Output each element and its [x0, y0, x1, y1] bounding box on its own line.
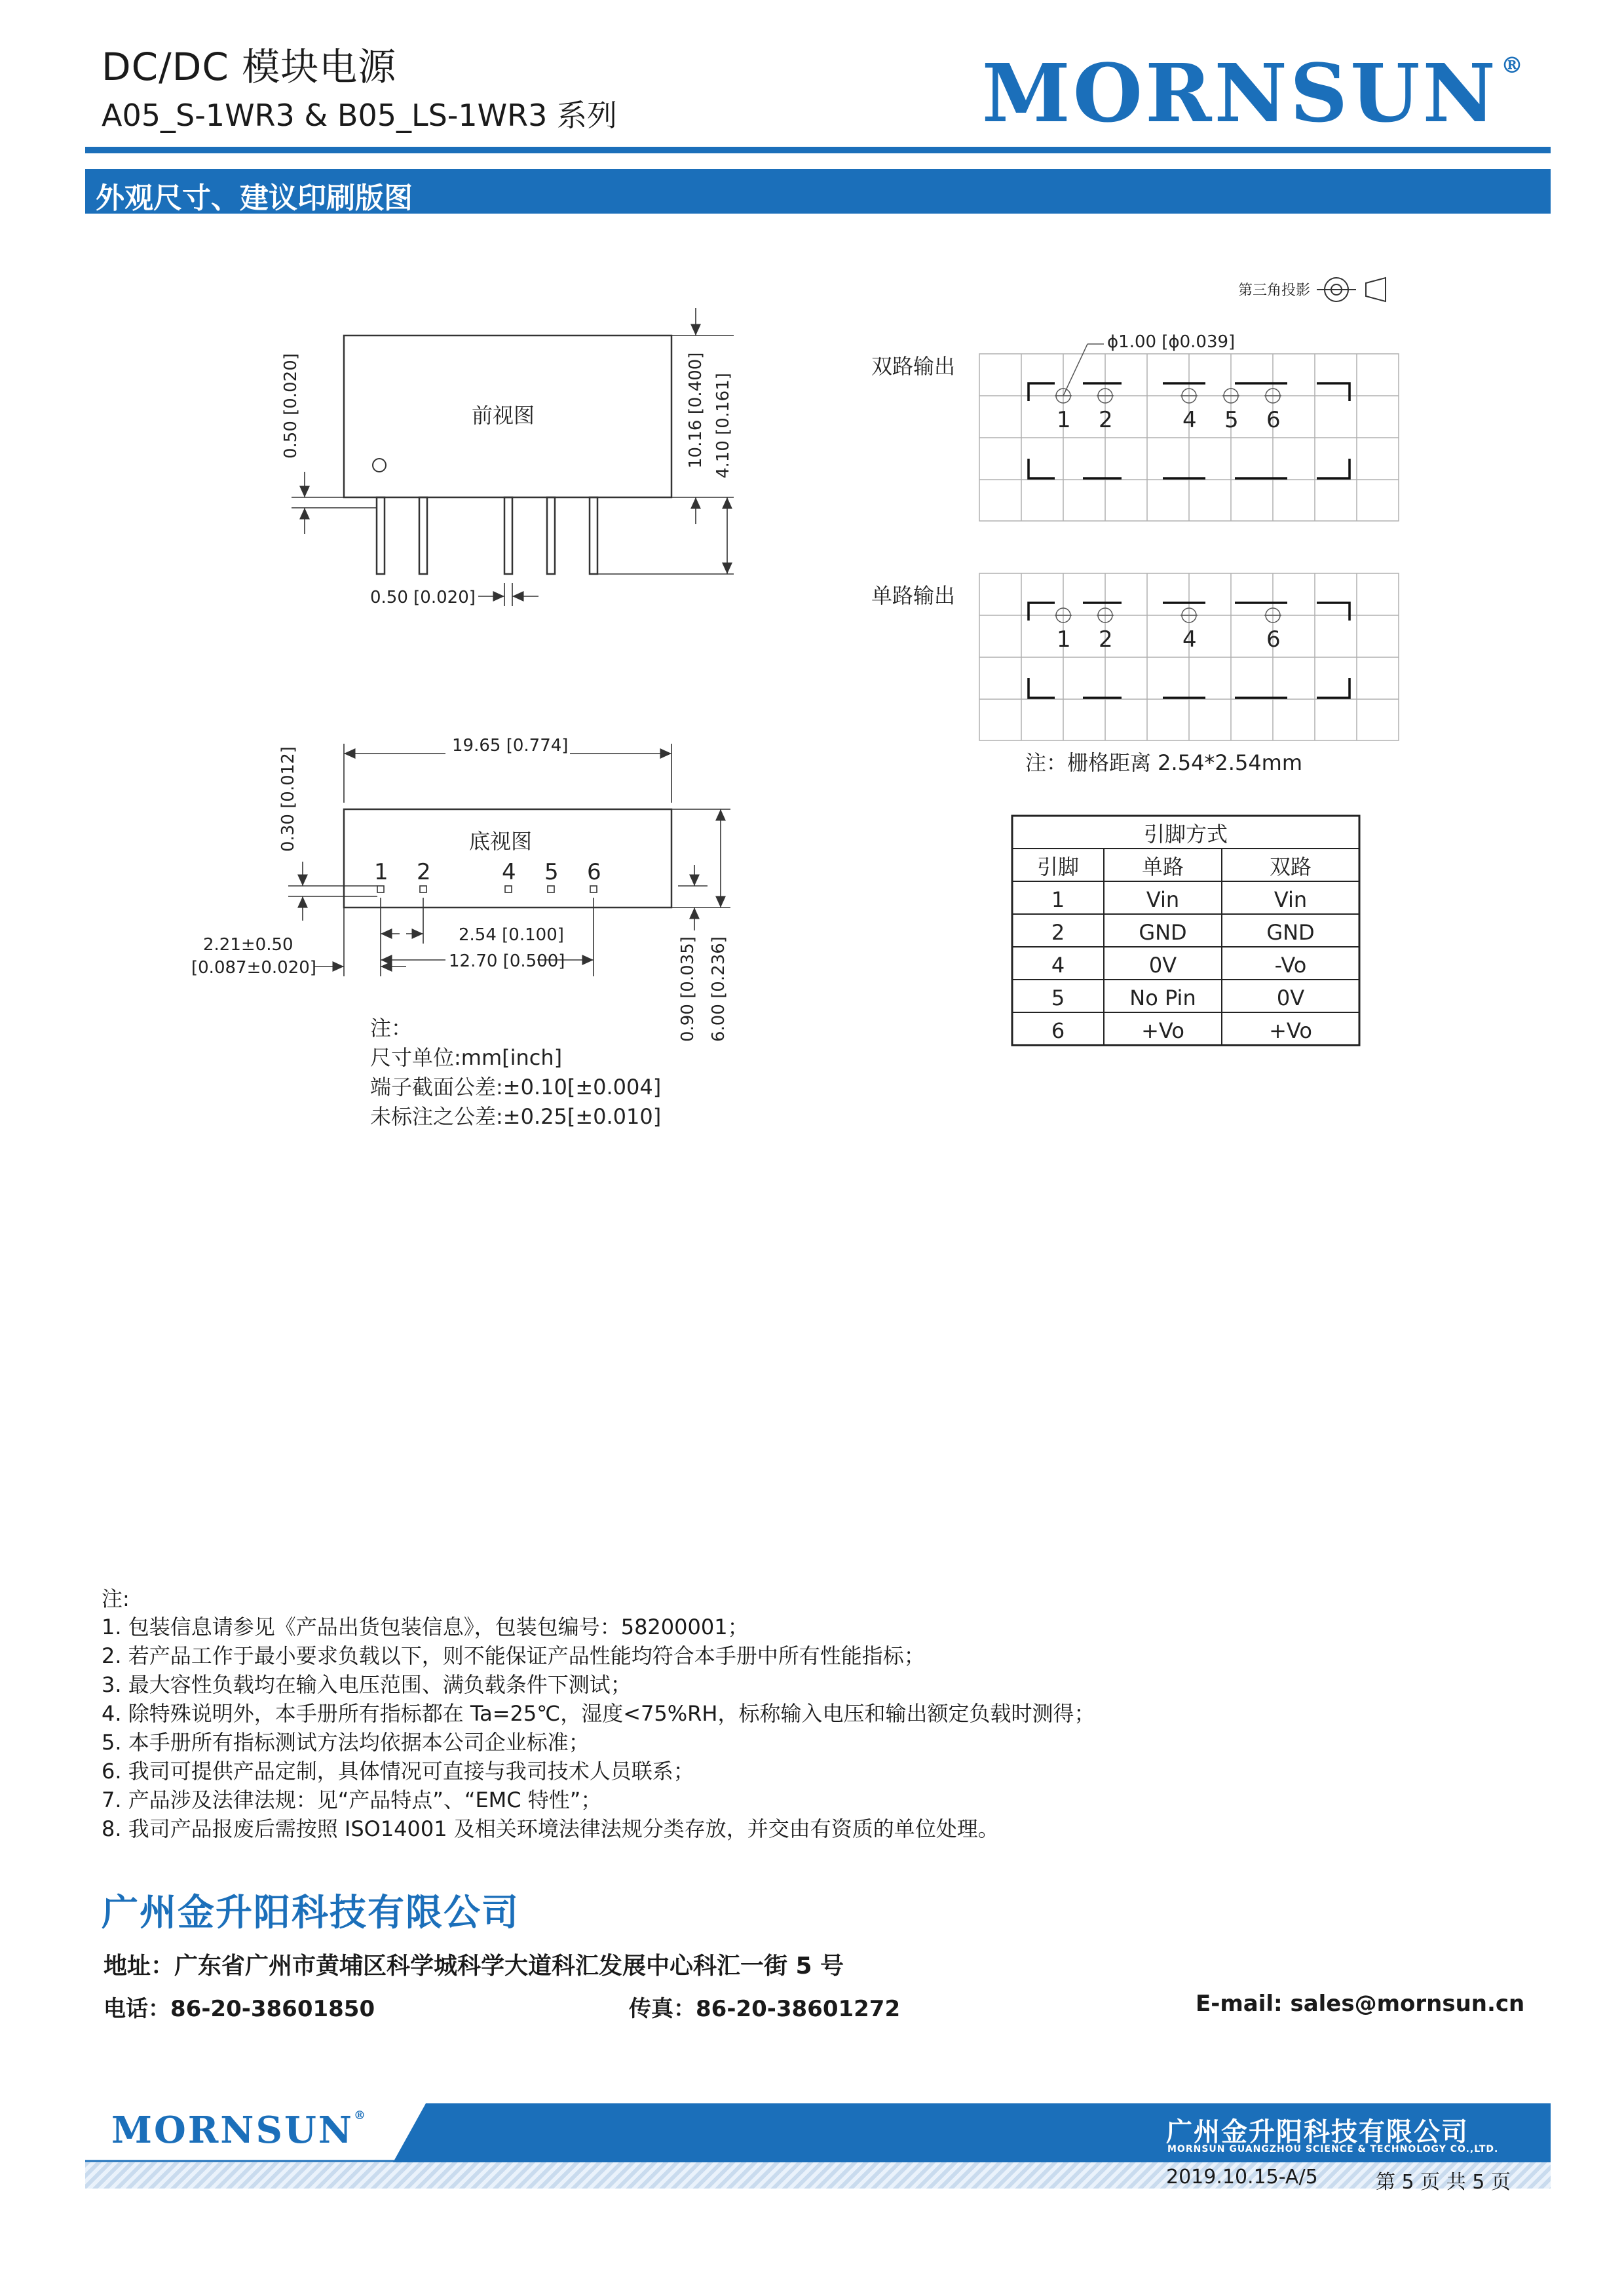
note-item: 3. 最大容性负载均在输入电压范围、满负载条件下测试；: [102, 1672, 632, 1697]
note-item: 6. 我司可提供产品定制，具体情况可直接与我司技术人员联系；: [102, 1759, 694, 1784]
pin: [547, 497, 555, 574]
drawing-note-title: 注：: [370, 1016, 413, 1041]
dim-offset-inch: [0.087±0.020]: [191, 958, 316, 978]
pin-table-cell: 6: [1051, 1018, 1065, 1043]
single-output-label: 单路输出: [871, 583, 956, 608]
document-subtitle: A05_S-1WR3 & B05_LS-1WR3 系列: [102, 98, 618, 133]
drawing-note-pin-tol: 端子截面公差:±0.10[±0.004]: [370, 1075, 662, 1100]
pin-table-cell: 0V: [1148, 953, 1177, 978]
pin-table-cell: No Pin: [1129, 985, 1196, 1010]
note-item: 2. 若产品工作于最小要求负载以下，则不能保证产品性能均符合本手册中所有性能指标；: [102, 1643, 925, 1668]
pin-table-cell: 4: [1051, 953, 1065, 978]
dual-pin-label: 6: [1266, 407, 1281, 433]
footer-date: 2019.10.15-A/5: [1166, 2166, 1318, 2189]
pin-table-cell: +Vo: [1269, 1018, 1312, 1043]
company-name: 广州金升阳科技有限公司: [102, 1892, 519, 1934]
note-item: 7. 产品涉及法律法规：见“产品特点”、“EMC 特性”；: [102, 1788, 602, 1812]
footer-stripe: [85, 2162, 1551, 2189]
pin-table-cell: 1: [1051, 887, 1065, 912]
dual-pin-label: 2: [1099, 407, 1113, 433]
company-address: 地址：广东省广州市黄埔区科学城科学大道科汇发展中心科汇一街 5 号: [104, 1953, 844, 1980]
note-item: 8. 我司产品报废后需按照 ISO14001 及相关环境法律法规分类存放，并交由有资质的单位处理。: [102, 1816, 999, 1841]
pin-table-header: 双路: [1269, 854, 1312, 879]
pin-table-cell: 0V: [1276, 985, 1305, 1010]
drawing-note-gen-tol: 未标注之公差:±0.25[±0.010]: [370, 1104, 662, 1129]
dual-pin-label: 5: [1224, 407, 1239, 433]
single-pin-label: 1: [1057, 626, 1071, 653]
pin-table-cell: -Vo: [1274, 953, 1307, 978]
bottom-view-label: 底视图: [469, 829, 533, 854]
pin: [590, 497, 597, 574]
pin-table-cell: 2: [1051, 920, 1065, 945]
pin-table-cell: GND: [1139, 920, 1187, 945]
note-item: 1. 包装信息请参见《产品出货包装信息》，包装包编号：58200001；: [102, 1615, 749, 1639]
company-email[interactable]: E-mail: sales@mornsun.cn: [1196, 1991, 1525, 2017]
notes-title: 注:: [102, 1586, 130, 1611]
bottom-pin-label: 6: [587, 859, 601, 885]
pin-table-cell: 5: [1051, 985, 1065, 1010]
page-number: 第 5 页 共 5 页: [1376, 2171, 1511, 2194]
footer-logo: MORNSUN®: [111, 2109, 368, 2152]
pin-table-header: 引脚: [1036, 854, 1080, 879]
footer-company-cn: 广州金升阳科技有限公司: [1166, 2117, 1469, 2147]
bottom-pin-label: 5: [544, 859, 559, 885]
bottom-pin-label: 2: [417, 859, 431, 885]
dim-stand: 0.30 [0.012]: [278, 746, 298, 852]
dual-output-label: 双路输出: [871, 354, 956, 379]
dim-offset: 2.21±0.50: [203, 935, 293, 955]
dim-pin-width: 0.50 [0.020]: [370, 588, 476, 607]
drawing-note-unit: 尺寸单位:mm[inch]: [370, 1045, 563, 1070]
dual-grid: [979, 354, 1399, 521]
hole-dim: ϕ1.00 [ϕ0.039]: [1107, 332, 1236, 352]
pin-table-cell: GND: [1266, 920, 1315, 945]
document-title: DC/DC 模块电源: [102, 45, 397, 89]
pin-table-title: 引脚方式: [1143, 822, 1228, 847]
single-pin-label: 2: [1099, 626, 1113, 653]
dual-pin-label: 1: [1057, 407, 1071, 433]
dim-thick2: 6.00 [0.236]: [709, 936, 728, 1042]
pin-table-cell: Vin: [1274, 887, 1308, 912]
bottom-pin-label: 1: [374, 859, 388, 885]
single-pin-label: 6: [1266, 626, 1281, 653]
single-grid: [979, 573, 1399, 740]
projection-label: 第三角投影: [1238, 282, 1311, 299]
dim-height: 10.16 [0.400]: [686, 352, 706, 469]
dim-pitch: 2.54 [0.100]: [459, 925, 564, 945]
front-view-label: 前视图: [472, 403, 535, 428]
dual-pin-label: 4: [1182, 407, 1197, 433]
pin1-dot: [373, 459, 386, 472]
dim-thick1: 0.90 [0.035]: [678, 936, 698, 1042]
note-item: 5. 本手册所有指标测试方法均依据本公司企业标准；: [102, 1730, 590, 1755]
dim-span: 12.70 [0.500]: [449, 951, 565, 971]
note-item: 4. 除特殊说明外，本手册所有指标都在 Ta=25℃，湿度<75%RH，标称输入电压和输出额定负载时测得；: [102, 1701, 1095, 1726]
company-phone: 电话：86-20-38601850: [104, 1996, 375, 2022]
dim-pin-top: 0.50 [0.020]: [281, 353, 301, 459]
pin-table-cell: Vin: [1146, 887, 1180, 912]
pin-table-header: 单路: [1141, 854, 1184, 879]
section-title: 外观尺寸、建议印刷版图: [96, 182, 413, 215]
grid-note: 注：栅格距离 2.54*2.54mm: [1025, 750, 1303, 775]
pin: [504, 497, 512, 574]
mornsun-logo: MORNSUN ®: [981, 46, 1526, 140]
pin: [377, 497, 385, 574]
bottom-pin-label: 4: [502, 859, 516, 885]
projection-icon: [1317, 278, 1386, 301]
pin-table-cell: +Vo: [1141, 1018, 1184, 1043]
single-pin-label: 4: [1182, 626, 1197, 653]
company-fax: 传真：86-20-38601272: [629, 1996, 901, 2022]
footer-company-en: MORNSUN GUANGZHOU SCIENCE & TECHNOLOGY CO.,LTD.: [1167, 2144, 1499, 2154]
dim-pin-length: 4.10 [0.161]: [713, 373, 733, 478]
pin: [419, 497, 427, 574]
dim-length: 19.65 [0.774]: [452, 736, 569, 756]
